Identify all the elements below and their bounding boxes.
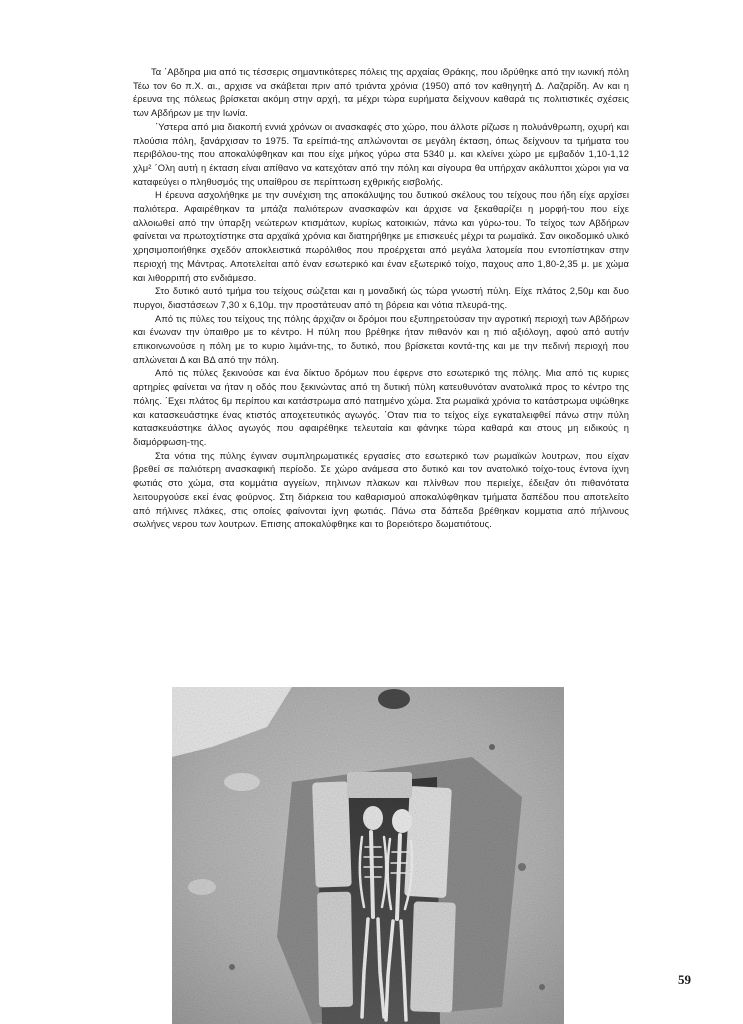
left-slab-upper <box>312 781 352 887</box>
pebble <box>539 984 545 990</box>
pebble <box>489 744 495 750</box>
paragraph-6: Από τις πύλες ξεκινούσε και ένα δίκτυο δρόμων που έφερνε στο εσωτερικό της πόλης. Μια από τις κυριες αρτηρίες φαίνεται να ήταν η οδός που ξεκινώντας από τη δυτική πύλη κατευθυνόταν ανατολικά προς το κέντρο της πόλης. ΄Εχει πλάτος 6μ περίπου και κατάστρωμα από πατημένο χώμα. Στα ρωμαϊκά χρόνια το κατάστρωμα υψώθηκε και κατασκευάστηκε ένας κτιστός αποχετευτικός αγωγός. ΄Οταν πια το τείχος είχε εγκαταλειφθεί πάνω στην πύλη κατασκευάστηκε άλλος αγωγός που αφαιρέθηκε τελευταία και φάνηκε τώρα καθαρά και στους μη ειδικούς η διαμόρφωση-της. <box>133 368 629 447</box>
right-slab-lower <box>410 901 456 1012</box>
paragraph-4: Στο δυτικό αυτό τμήμα του τείχους σώζεται και η μοναδική ώς τώρα γνωστή πύλη. Είχε πλάτος 2,50μ και δυο πυργοι, διαστάσεων 7,30 x 6,10μ. την προστάτευαν από τη βόρεια και νότια πλευρά-της. <box>133 286 629 310</box>
paragraph-1: Τα ΄Αβδηρα μια από τις τέσσερις σημαντικότερες πόλεις της αρχαίας Θράκης, που ιδρύθηκε από την ιωνική πόλη Τέω τον 6ο π.Χ. αι., αρχισε να σκάβεται πριν από τριάντα χρόνια (1950) από τον καθηγητή Δ. Λαζαρίδη. Αν και η έρευνα της πόλεως βρίσκεται ακόμη στην αρχή, τα μέχρι τώρα ευρήματα δείχνουν καθαρά τις πολιτιστικές σχέσεις των Αβδήρων με την Ιωνία. <box>133 67 629 119</box>
paragraph-5: Από τις πύλες του τείχους της πόλης άρχιζαν οι δρόμοι που εξυπηρετούσαν την αγροτική περιοχή των Αβδήρων και ένωναν την ύπαιθρο με το κέντρο. Η πύλη που βρέθηκε ήταν πιθανόν και η πιό αξιόλογη, αφού από αυτήν επικοινωνούσε η πόλη με το κυριο λιμάνι-της, το δυτικό, που βρίσκεται κοντά-της και με την πεδινή περιοχή που απλώνεται Δ και ΒΔ από την πόλη. <box>133 313 629 365</box>
pebble <box>518 863 526 871</box>
excavation-photo <box>172 687 564 1024</box>
paragraph-2: ΄Υστερα από μια διακοπή εννιά χρόνων οι ανασκαφές στο χώρο, που άλλοτε ρίζωσε η πολυάνθρωπη, οχυρή και πλούσια πόλη, ξανάρχισαν το 1975. Τα ερείπιά-της απλώνονται σε μεγάλη έκταση, όπως δείχνουν τα τμήματα του περιβόλου-της που αποκαλύφθηκαν και που είχε μήκος γύρω στα 5340 μ. και κλείνει χώρο με εμβαδόν 1,10-1,12 χλμ² ΄Ολη αυτή η έκταση είναι απίθανο να κατεχόταν από την πόλη και σίγουρα θα υπήρχαν ακάλυπτοι χώροι για να καταφεύγει ο πληθυσμός της υπαίθρου σε περίπτωση εχθρικής εισβολής. <box>133 121 629 187</box>
stone <box>378 689 410 709</box>
head-slab <box>347 772 412 798</box>
left-slab-lower <box>317 892 353 1008</box>
page-number: 59 <box>678 972 691 987</box>
article-text <box>133 66 629 532</box>
stone <box>224 773 260 791</box>
pebble <box>229 964 235 970</box>
paragraph-7: Στα νότια της πύλης έγιναν συμπληρωματικές εργασίες στο εσωτερικό των ρωμαϊκών λουτρων, που είχαν βρεθεί σε παλιότερη ανασκαφική περίοδο. Σε χώρο ανάμεσα στο δυτικό και τον ανατολικό τοίχο-τους έντονα ίχνη φωτιάς στο χώμα, στα κομμάτια αγγείων, πηλινων πλακων και πλίνθων που περιείχε, έδειξαν ότι πιθανότατα λειτουργούσε εκεί ένας φούρνος. Στη διάρκεια του καθαρισμού αποκαλύφθηκαν τμήματα δαπέδου που αποτελείτο από πήλινες πλάκες, στις οποίες φαίνονται ίχνη φωτιάς. Πάνω στα δάπεδα βρέθηκαν κομματια από πήλινους σωλήνες νερου των λουτρων. Επισης αποκαλύφθηκε και το βορειότερο δωματιότους. <box>133 450 629 530</box>
stone <box>188 879 216 895</box>
paragraph-3: Η έρευνα ασχολήθηκε με την συνέχιση της αποκάλυψης του δυτικού σκέλους του τείχους που ήδη είχε αρχίσει παλιότερα. Αφαιρέθηκαν τα μπάζα παλιότερων ανασκαφών και άρχισε να ξεκαθαρίζει η μορφή-του που είχε αλλοιωθεί από την ύπαρξη νεώτερων κτισμάτων, κυρίως κατοικιών, πάνω και γύρω-του. Το τείχος των Αβδήρων φαίνεται να πρωτοχτίστηκε στα αρχαϊκά χρόνια και διατηρήθηκε με επισκευές μέχρι τα ρωμαϊκά. Σαν οικοδομικό υλικό χρησιμοποιήθηκε σχεδόν αποκλειστικά πωρόλιθος που προέρχεται από μεγάλα λατομεία που εντοπίστηκαν στην περιοχή της Μάντρας. Αποτελείται από έναν εσωτερικό και έναν εξωτερικό τοίχο, παχους απο 1,80-2,35 μ. με χώμα και λιθορριπή στο ενδιάμεσο. <box>133 190 629 283</box>
